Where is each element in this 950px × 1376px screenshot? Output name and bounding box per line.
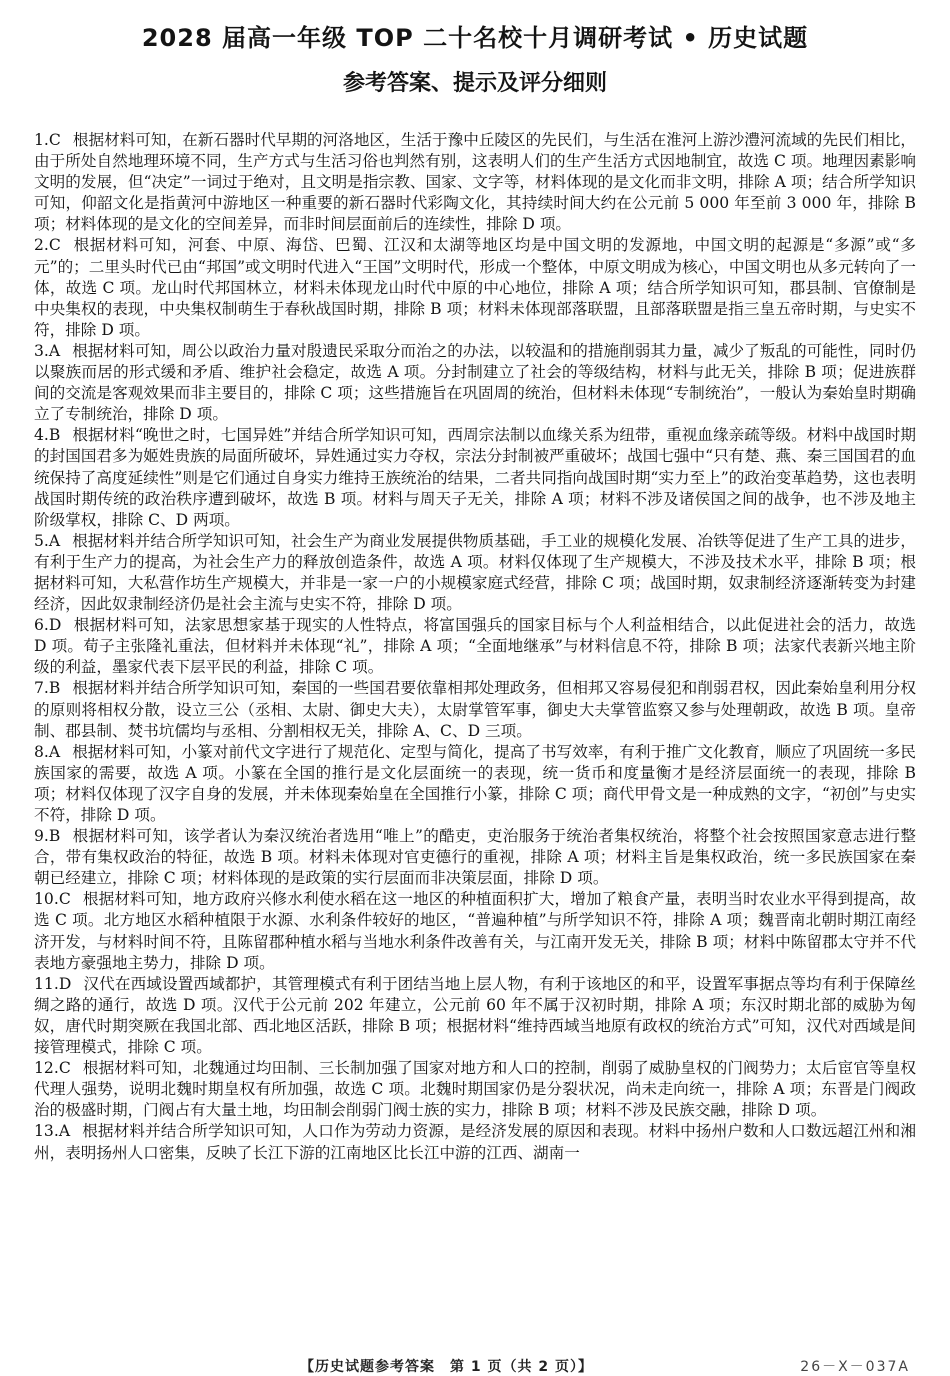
item-answer: B (48, 827, 61, 846)
item-number: 7. (34, 679, 49, 698)
answer-item (34, 425, 916, 530)
item-explanation: 根据材料可知，周公以政治力量对殷遗民采取分而治之的办法，以较温和的措施削弱其力量，减少了叛乱的可能性，同时仍以聚族而居的形式缓和矛盾、维护社会稳定，故选 A 项。分封制建立了社会的等级结构，材料与此无关，排除 B 项；促进族群间的交流是客观效果而非主要目的，排除 C 项；这些措施旨在巩固周的统治，但材料未体现“专制统治”，一般认为秦始皇时期确立了专制统治，排除 D 项。 (34, 341, 916, 424)
answer-item (34, 235, 916, 340)
answer-item (34, 974, 916, 1058)
answer-item (34, 742, 916, 826)
item-answer: A (48, 341, 61, 360)
answer-item (34, 531, 916, 615)
item-answer: B (48, 426, 61, 445)
item-answer: A (58, 1122, 71, 1141)
item-number: 6. (34, 616, 49, 635)
answer-item (34, 341, 916, 425)
answer-item (34, 889, 916, 973)
page-subtitle: 参考答案、提示及评分细则 (342, 71, 607, 96)
item-number: 9. (34, 827, 49, 846)
item-answer: C (48, 236, 61, 255)
item-answer: C (58, 890, 71, 909)
item-number: 5. (34, 531, 49, 550)
footer-code: 26－X－037A (800, 1359, 910, 1375)
item-answer: C (48, 131, 61, 149)
item-number: 4. (34, 426, 49, 445)
item-number: 13. (34, 1122, 59, 1141)
answer-item (34, 678, 916, 741)
item-answer: D (58, 974, 72, 993)
item-explanation: 汉代在西域设置西域都护，其管理模式有利于团结当地上层人物，有利于该地区的和平，设置军事据点等均有利于保障丝绸之路的通行，故选 D 项。汉代于公元前 202 年建立，公元前 60 年不属于汉初时期，排除 A 项；东汉时期北部的威胁为匈奴，唐代时期突厥在我国北部、西北地区活跃，排除 B 项；根据材料“维持西域当地原有政权的统治方式”可知，汉代对西域是间接管理模式，排除 C 项。 (34, 974, 916, 1057)
answer-item (34, 1058, 916, 1121)
item-number: 10. (34, 890, 59, 909)
answer-item (34, 615, 916, 678)
item-number: 12. (34, 1059, 59, 1078)
answer-item (34, 130, 916, 235)
item-explanation: 根据材料并结合所学知识可知，秦国的一些国君要依靠相邦处理政务，但相邦又容易侵犯和削弱君权，因此秦始皇利用分权的原则将相权分散，设立三公（丞相、太尉、御史大夫），太尉掌管军事，御史大夫掌管监察又参与处理朝政，故选 B 项。皇帝制、郡县制、焚书坑儒均与丞相、分割相权无关，排除 A、C、D 三项。 (34, 679, 916, 740)
item-explanation: 根据材料可知，该学者认为秦汉统治者选用“唯上”的酷吏，吏治服务于统治者集权统治，将整个社会按照国家意志进行整合，带有集权政治的特征，故选 B 项。材料未体现对官吏德行的重视，排除 A 项；材料主旨是集权政治，统一多民族国家在秦朝已经建立，排除 C 项；材料体现的是政策的实行层面而非决策层面，排除 D 项。 (34, 827, 916, 888)
item-explanation: 根据材料可知，法家思想家基于现实的人性特点，将富国强兵的国家目标与个人利益相结合，以此促进社会的活力，故选 D 项。荀子主张隆礼重法，但材料并未体现“礼”，排除 A 项；“全面地继承”与材料信息不符，排除 B 项；法家代表新兴地主阶级的利益，墨家代表下层平民的利益，排除 C 项。 (34, 616, 916, 677)
answer-list (34, 130, 916, 1164)
item-answer: A (48, 742, 61, 761)
item-answer: B (48, 679, 61, 698)
item-answer: C (58, 1059, 71, 1078)
item-explanation: 根据材料并结合所学知识可知，人口作为劳动力资源，是经济发展的原因和表现。材料中扬州户数和人口数远超江州和湘州，表明扬州人口密集，反映了长江下游的江南地区比长江中游的江西、湖南一 (34, 1122, 916, 1162)
page-title: 2028 届高一年级 TOP 二十名校十月调研考试 • 历史试题 (141, 24, 809, 52)
item-answer: D (48, 616, 62, 635)
item-explanation: 根据材料可知，地方政府兴修水利使水稻在这一地区的种植面积扩大，增加了粮食产量，表明当时农业水平得到提高，故选 C 项。北方地区水稻种植限于水源、水利条件较好的地区，“普遍种植”与所学知识不符，排除 A 项；魏晋南北朝时期江南经济开发，与材料时间不符，且陈留郡种植水稻与当地水利条件改善有关，与江南开发无关，排除 B 项；材料中陈留郡太守并不代表地方豪强地主势力，排除 D 项。 (34, 890, 916, 972)
item-explanation: 根据材料可知，北魏通过均田制、三长制加强了国家对地方和人口的控制，削弱了威胁皇权的门阀势力；太后宦官等皇权代理人强势，说明北魏时期皇权有所加强，故选 C 项。北魏时期国家仍是分裂状况，尚未走向统一，排除 A 项；东晋是门阀政治的极盛时期，门阀占有大量土地，均田制会削弱门阀士族的实力，排除 B 项；材料不涉及民族交融，排除 D 项。 (34, 1059, 916, 1120)
item-explanation: 根据材料可知，河套、中原、海岱、巴蜀、江汉和太湖等地区均是中国文明的发源地，中国文明的起源是“多源”或“多元”的；二里头时代已由“邦国”或文明时代进入“王国”文明时代，形成一个整体，中原文明成为核心，中国文明也从多元转向了一体，故选 C 项。龙山时代邦国林立，材料未体现龙山时代中原的中心地位，排除 A 项；结合所学知识可知，郡县制、官僚制是中央集权的表现，中央集权制萌生于春秋战国时期，排除 B 项；材料未体现部落联盟，且部落联盟是指三皇五帝时期，与史实不符，排除 D 项。 (34, 236, 916, 339)
item-explanation: 根据材料“晚世之时，七国异姓”并结合所学知识可知，西周宗法制以血缘关系为纽带，重视血缘亲疏等级。材料中战国时期的封国国君多为姬姓贵族的局面所破坏，异姓通过实力夺权，宗法分封制被严重破坏；战国七强中“只有楚、燕、秦三国国君的血统保持了高度延续性”则是它们通过自身实力维持王族统治的结果，二者共同指向战国时期“实力至上”的政治变革趋势，这也表明战国时期传统的政治秩序遭到破坏，故选 B 项。材料与周天子无关，排除 A 项；材料不涉及诸侯国之间的战争，也不涉及地主阶级掌权，排除 C、D 两项。 (34, 426, 916, 529)
item-number: 8. (34, 742, 49, 761)
answer-item (34, 1121, 916, 1163)
item-number: 3. (34, 341, 49, 360)
item-answer: A (48, 531, 61, 550)
item-explanation: 根据材料可知，在新石器时代早期的河洛地区，生活于豫中丘陵区的先民们，与生活在淮河上游沙澧河流域的先民们相比，由于所处自然地理环境不同，生产方式与生活习俗也判然有别，这表明人们的生产生活方式因地制宜，故选 C 项。地理因素影响文明的发展，但“决定”一词过于绝对，且文明是指宗教、国家、文字等，材料体现的是文化而非文明，排除 A 项；结合所学知识可知，仰韶文化是指黄河中游地区一种重要的新石器时代彩陶文化，其持续时间大约在公元前 5 000 年至前 3 000 年，排除 B 项；材料体现的是文化的空间差异，而非时间层面前后的连续性，排除 D 项。 (34, 131, 916, 234)
page-footer (0, 1354, 950, 1376)
item-number: 1. (34, 131, 49, 149)
item-explanation: 根据材料可知，小篆对前代文字进行了规范化、定型与简化，提高了书写效率，有利于推广文化教育，顺应了巩固统一多民族国家的需要，故选 A 项。小篆在全国的推行是文化层面统一的表现，统一货币和度量衡才是经济层面统一的表现，排除 B 项；材料仅体现了汉字自身的发展，并未体现秦始皇在全国推行小篆，排除 C 项；商代甲骨文是一种成熟的文字，“初创”与史实不符，排除 D 项。 (34, 742, 916, 824)
item-number: 2. (34, 236, 49, 255)
item-explanation: 根据材料并结合所学知识可知，社会生产为商业发展提供物质基础，手工业的规模化发展、冶铁等促进了生产工具的进步，有利于生产力的提高，为社会生产力的释放创造条件，故选 A 项。材料仅体现了生产规模大，不涉及技术水平，排除 B 项；根据材料可知，大私营作坊生产规模大，并非是一家一户的小规模家庭式经营，排除 C 项；战国时期，奴隶制经济逐渐转变为封建经济，因此奴隶制经济仍是社会主流与史实不符，排除 D 项。 (34, 531, 916, 614)
footer-page-label: 【历史试题参考答案 第 1 页（共 2 页）】 (300, 1359, 593, 1375)
answer-item (34, 826, 916, 889)
item-number: 11. (34, 974, 59, 993)
